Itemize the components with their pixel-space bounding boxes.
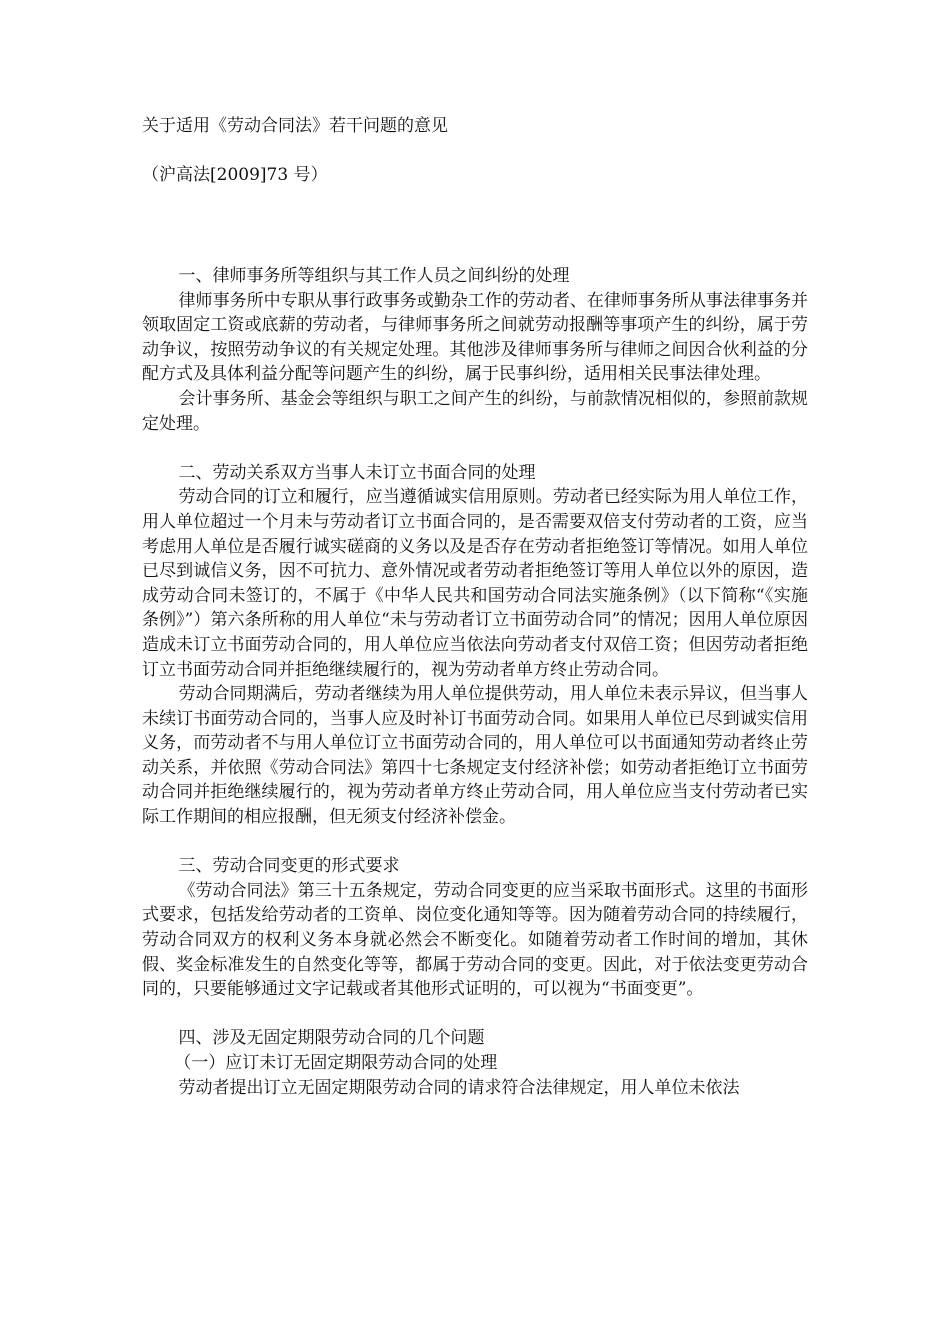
document-body xyxy=(142,264,808,1100)
section-gap xyxy=(142,1002,808,1027)
section-4-paragraph-1: 劳动者提出订立无固定期限劳动合同的请求符合法律规定，用人单位未依法 xyxy=(178,1077,740,1098)
document-number: （沪高法[2009]73 号） xyxy=(142,165,328,185)
section-3-heading: 三、劳动合同变更的形式要求 xyxy=(178,856,400,877)
section-3-paragraph-1: 《劳动合同法》第三十五条规定，劳动合同变更的应当采取书面形式。这里的书面形式要求，包括发给劳动者的工资单、岗位变化通知等等。因为随着劳动合同的持续履行，劳动合同双方的权利义务本身就必然会不断变化。如随着劳动者工作时间的增加，其休假、奖金标准发生的自然变化等等，都属于劳动合同的变更。因此，对于依法变更劳动合同的，只要能够通过文字记载或者其他形式证明的，可以视为“书面变更”。 xyxy=(142,880,808,1000)
section-4-subheading: （一）应订未订无固定期限劳动合同的处理 xyxy=(174,1053,498,1073)
section-1-heading: 一、律师事务所等组织与其工作人员之间纠纷的处理 xyxy=(178,266,570,286)
section-2-heading: 二、劳动关系双方当事人未订立书面合同的处理 xyxy=(178,462,536,483)
section-2-paragraph-2: 劳动合同期满后，劳动者继续为用人单位提供劳动，用人单位未表示异议，但当事人未续订书面劳动合同的，当事人应及时补订书面劳动合同。如果用人单位已尽到诚实信用义务，而劳动者不与用人单位订立书面劳动合同的，用人单位可以书面通知劳动者终止劳动关系，并依照《劳动合同法》第四十七条规定支付经济补偿；如劳动者拒绝订立书面劳动合同并拒绝继续履行的，视为劳动者单方终止劳动合同，用人单位应当支付劳动者已实际工作期间的相应报酬，但无须支付经济补偿金。 xyxy=(142,684,808,828)
document-title: 关于适用《劳动合同法》若干问题的意见 xyxy=(142,116,448,136)
section-4-heading: 四、涉及无固定期限劳动合同的几个问题 xyxy=(178,1028,485,1049)
section-gap xyxy=(142,830,808,855)
section-2-paragraph-1: 劳动合同的订立和履行，应当遵循诚实信用原则。劳动者已经实际为用人单位工作，用人单位超过一个月未与劳动者订立书面合同的，是否需要双倍支付劳动者的工资，应当考虑用人单位是否履行诚实磋商的义务以及是否存在劳动者拒绝签订等情况。如用人单位已尽到诚信义务，因不可抗力、意外情况或者劳动者拒绝签订等用人单位以外的原因，造成劳动合同未签订的，不属于《中华人民共和国劳动合同法实施条例》（以下简称“《实施条例》”）第六条所称的用人单位“未与劳动者订立书面劳动合同”的情况；因用人单位原因造成未订立书面劳动合同的，用人单位应当依法向劳动者支付双倍工资；但因劳动者拒绝订立书面劳动合同并拒绝继续履行的，视为劳动者单方终止劳动合同。 xyxy=(142,487,808,680)
section-1-paragraph-2: 会计事务所、基金会等组织与职工之间产生的纠纷，与前款情况相似的，参照前款规定处理。 xyxy=(142,388,808,434)
section-gap xyxy=(142,436,808,461)
section-1-paragraph-1: 律师事务所中专职从事行政事务或勤杂工作的劳动者、在律师事务所从事法律事务并领取固定工资或底薪的劳动者，与律师事务所之间就劳动报酬等事项产生的纠纷，属于劳动争议，按照劳动争议的有关规定处理。其他涉及律师事务所与律师之间因合伙利益的分配方式及具体利益分配等问题产生的纠纷，属于民事纠纷，适用相关民事法律处理。 xyxy=(142,290,808,385)
